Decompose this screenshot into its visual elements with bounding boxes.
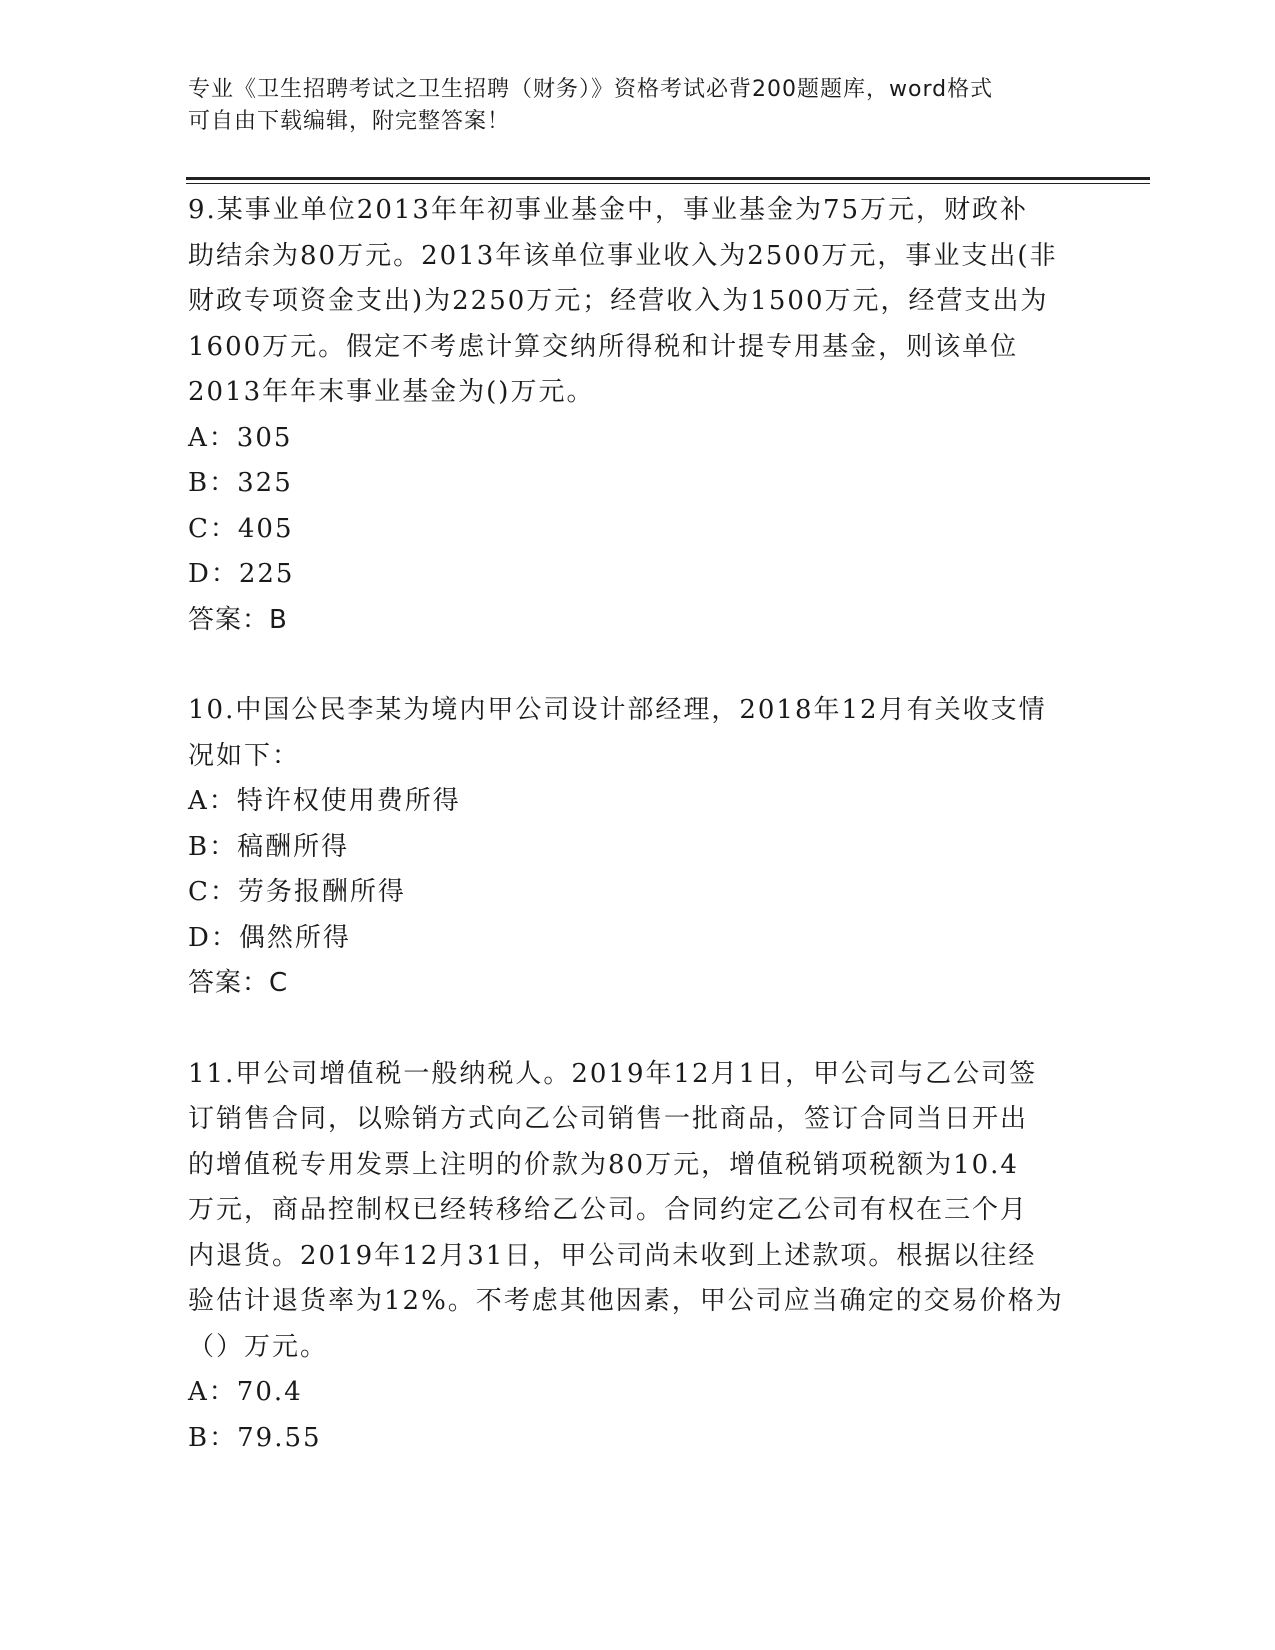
header-line-2: 可自由下载编辑，附完整答案！ bbox=[188, 109, 511, 134]
option-b: B：稿酬所得 bbox=[188, 831, 350, 862]
question-stem bbox=[188, 188, 1088, 416]
question-line: 况如下： bbox=[188, 740, 301, 771]
question-line: 万元，商品控制权已经转移给乙公司。合同约定乙公司有权在三个月 bbox=[188, 1195, 1029, 1225]
question-line: 财政专项资金支出)为2250万元；经营收入为1500万元，经营支出为 bbox=[188, 286, 1049, 316]
document-header bbox=[188, 74, 1068, 138]
header-divider-thin bbox=[186, 183, 1150, 184]
question-stem bbox=[188, 688, 1088, 779]
option-d: D：偶然所得 bbox=[188, 922, 351, 953]
question-line: （）万元。 bbox=[188, 1331, 329, 1362]
answer-line: 答案：C bbox=[188, 968, 289, 998]
question-line: 1600万元。假定不考虑计算交纳所得税和计提专用基金，则该单位 bbox=[188, 331, 1019, 362]
question-line: 9.某事业单位2013年年初事业基金中，事业基金为75万元，财政补 bbox=[188, 195, 1029, 225]
question-line: 10.中国公民李某为境内甲公司设计部经理，2018年12月有关收支情 bbox=[188, 695, 1047, 725]
option-b: B：325 bbox=[188, 468, 293, 498]
question-line: 订销售合同，以赊销方式向乙公司销售一批商品，签订合同当日开出 bbox=[188, 1104, 1029, 1134]
question-line: 2013年年末事业基金为()万元。 bbox=[188, 377, 595, 407]
answer-line: 答案：B bbox=[188, 604, 288, 635]
question-11 bbox=[188, 1052, 1088, 1462]
option-b: B：79.55 bbox=[188, 1422, 322, 1453]
option-c: C：劳务报酬所得 bbox=[188, 877, 406, 907]
spacer bbox=[188, 643, 1088, 688]
question-stem bbox=[188, 1052, 1088, 1371]
question-list bbox=[188, 188, 1088, 1461]
question-line: 验估计退货率为12%。不考虑其他因素，甲公司应当确定的交易价格为 bbox=[188, 1286, 1064, 1316]
question-line: 助结余为80万元。2013年该单位事业收入为2500万元，事业支出(非 bbox=[188, 240, 1058, 271]
question-line: 内退货。2019年12月31日，甲公司尚未收到上述款项。根据以往经 bbox=[188, 1240, 1037, 1271]
option-d: D：225 bbox=[188, 559, 295, 589]
header-divider-thick bbox=[186, 177, 1150, 180]
option-a: A：305 bbox=[188, 422, 293, 453]
option-a: A：70.4 bbox=[188, 1377, 303, 1407]
option-a: A：特许权使用费所得 bbox=[188, 786, 461, 816]
spacer bbox=[188, 1007, 1088, 1052]
question-9 bbox=[188, 188, 1088, 643]
question-line: 的增值税专用发票上注明的价款为80万元，增值税销项税额为10.4 bbox=[188, 1149, 1019, 1180]
header-line-1: 专业《卫生招聘考试之卫生招聘（财务）》资格考试必背200题题库，word格式 bbox=[188, 77, 994, 102]
option-c: C：405 bbox=[188, 513, 294, 544]
question-10 bbox=[188, 688, 1088, 1007]
question-line: 11.甲公司增值税一般纳税人。2019年12月1日，甲公司与乙公司签 bbox=[188, 1058, 1038, 1089]
